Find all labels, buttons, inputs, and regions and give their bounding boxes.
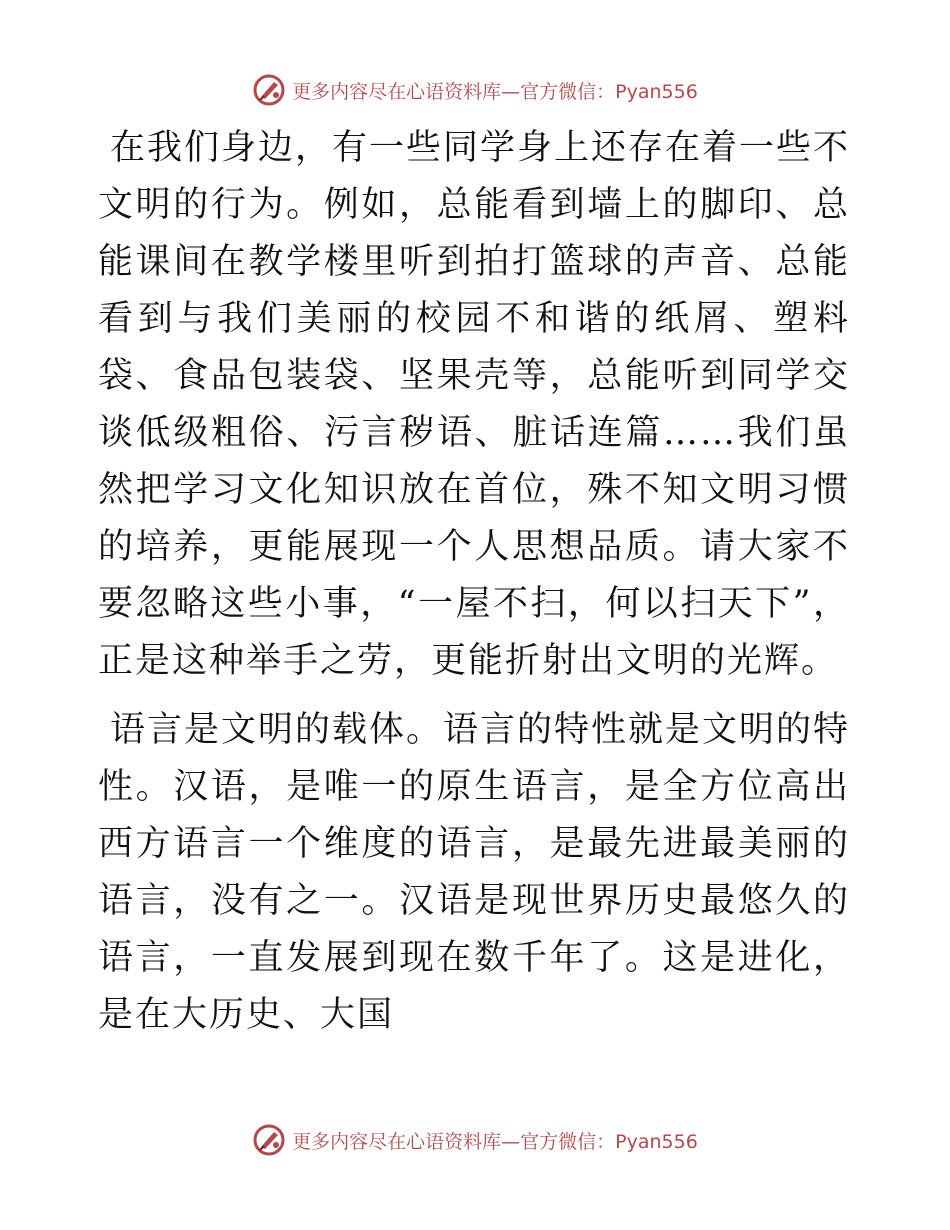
document-body (98, 120, 850, 1044)
footer-banner-text: 更多内容尽在心语资料库—官方微信：Pyan556 (292, 1130, 698, 1153)
footer-banner (0, 1120, 950, 1160)
quill-logo-icon (252, 1123, 286, 1157)
paragraph-1: 在我们身边，有一些同学身上还存在着一些不文明的行为。例如，总能看到墙上的脚印、总能课间在教学楼里听到拍打篮球的声音、总能看到与我们美丽的校园不和谐的纸屑、塑料袋、食品包装袋、坚果壳等，总能听到同学交谈低级粗俗、污言秽语、脏话连篇……我们虽然把学习文化知识放在首位，殊不知文明习惯的培养，更能展现一个人思想品质。请大家不要忽略这些小事，“一屋不扫，何以扫天下”，正是这种举手之劳，更能折射出文明的光辉。 (98, 128, 851, 681)
paragraph-2: 语言是文明的载体。语言的特性就是文明的特性。汉语，是唯一的原生语言，是全方位高出西方语言一个维度的语言，是最先进最美丽的语言，没有之一。汉语是现世界历史最悠久的语言，一直发展到现在数千年了。这是进化，是在大历史、大国 (98, 710, 851, 1035)
quill-logo-icon (252, 73, 286, 107)
header-banner-text: 更多内容尽在心语资料库—官方微信：Pyan556 (292, 80, 698, 103)
header-banner (0, 70, 950, 110)
